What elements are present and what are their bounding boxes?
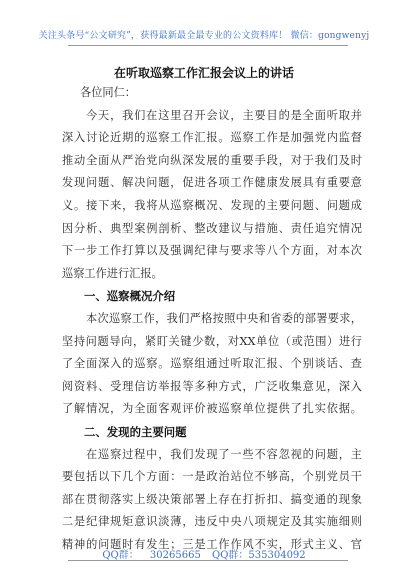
- section-heading: 一、巡察概况介绍: [84, 289, 176, 304]
- paragraph-line: 发现问题、解决问题，促进各项工作健康发展具有重要意: [62, 176, 362, 190]
- header-banner: 关注头条号“公文研究”，获得最新最全最专业的公文资料库！ 微信：gongwenyj: [38, 31, 370, 41]
- paragraph-line: 二是纪律规矩意识淡薄，违反中央八项规定及其实施细则: [62, 515, 362, 529]
- header-divider: [68, 45, 348, 46]
- footer-qq-groups: QQ群： 30265665 QQ群：535304092: [102, 550, 306, 561]
- paragraph-line: 义。接下来，我将从巡察概况、发现的主要问题、问题成: [62, 198, 362, 212]
- paragraph-line: 坚持问题导向，紧盯关键少数，对XX单位（或范围）进行: [62, 334, 362, 348]
- paragraph-line: 今天，我们在这里召开会议，主要目的是全面听取并: [86, 108, 362, 122]
- paragraph-line: 巡察工作进行汇报。: [62, 266, 163, 280]
- paragraph-line: 了解情况，为全面客观评价被巡察单位提供了扎实依据。: [62, 402, 362, 416]
- document-body: [62, 82, 362, 556]
- paragraph-line: 在巡察过程中，我们发现了一些不容忽视的问题，主: [86, 447, 362, 461]
- paragraph-line: 阅资料、受理信访举报等多种方式，广泛收集意见，深入: [62, 379, 362, 393]
- footer-divider: [68, 560, 348, 561]
- document-title: 在听取巡察工作汇报会议上的讲话: [113, 66, 294, 80]
- salutation: 各位同仁：: [80, 86, 136, 99]
- section-heading: 二、发现的主要问题: [84, 424, 187, 439]
- paragraph-line: 本次巡察工作，我们严格按照中央和省委的部署要求，: [86, 311, 362, 325]
- paragraph-line: 因分析、典型案例剖析、整改建议与措施、责任追究情况: [62, 221, 362, 235]
- paragraph-line: 深入讨论近期的巡察工作汇报。巡察工作是加强党内监督: [62, 131, 362, 145]
- paragraph-line: 部在贯彻落实上级决策部署上存在打折扣、搞变通的现象: [62, 492, 362, 506]
- paragraph-line: 下一步工作打算以及强调纪律与要求等八个方面，对本次: [62, 244, 362, 258]
- paragraph-line: 推动全面从严治党向纵深发展的重要手段，对于我们及时: [62, 153, 362, 167]
- paragraph-line: 精神的问题时有发生；三是工作作风不实，形式主义、官: [62, 537, 362, 551]
- paragraph-line: 要包括以下几个方面：一是政治站位不够高，个别党员干: [62, 470, 362, 484]
- paragraph-line: 了全面深入的巡察。巡察组通过听取汇报、个别谈话、查: [62, 357, 362, 371]
